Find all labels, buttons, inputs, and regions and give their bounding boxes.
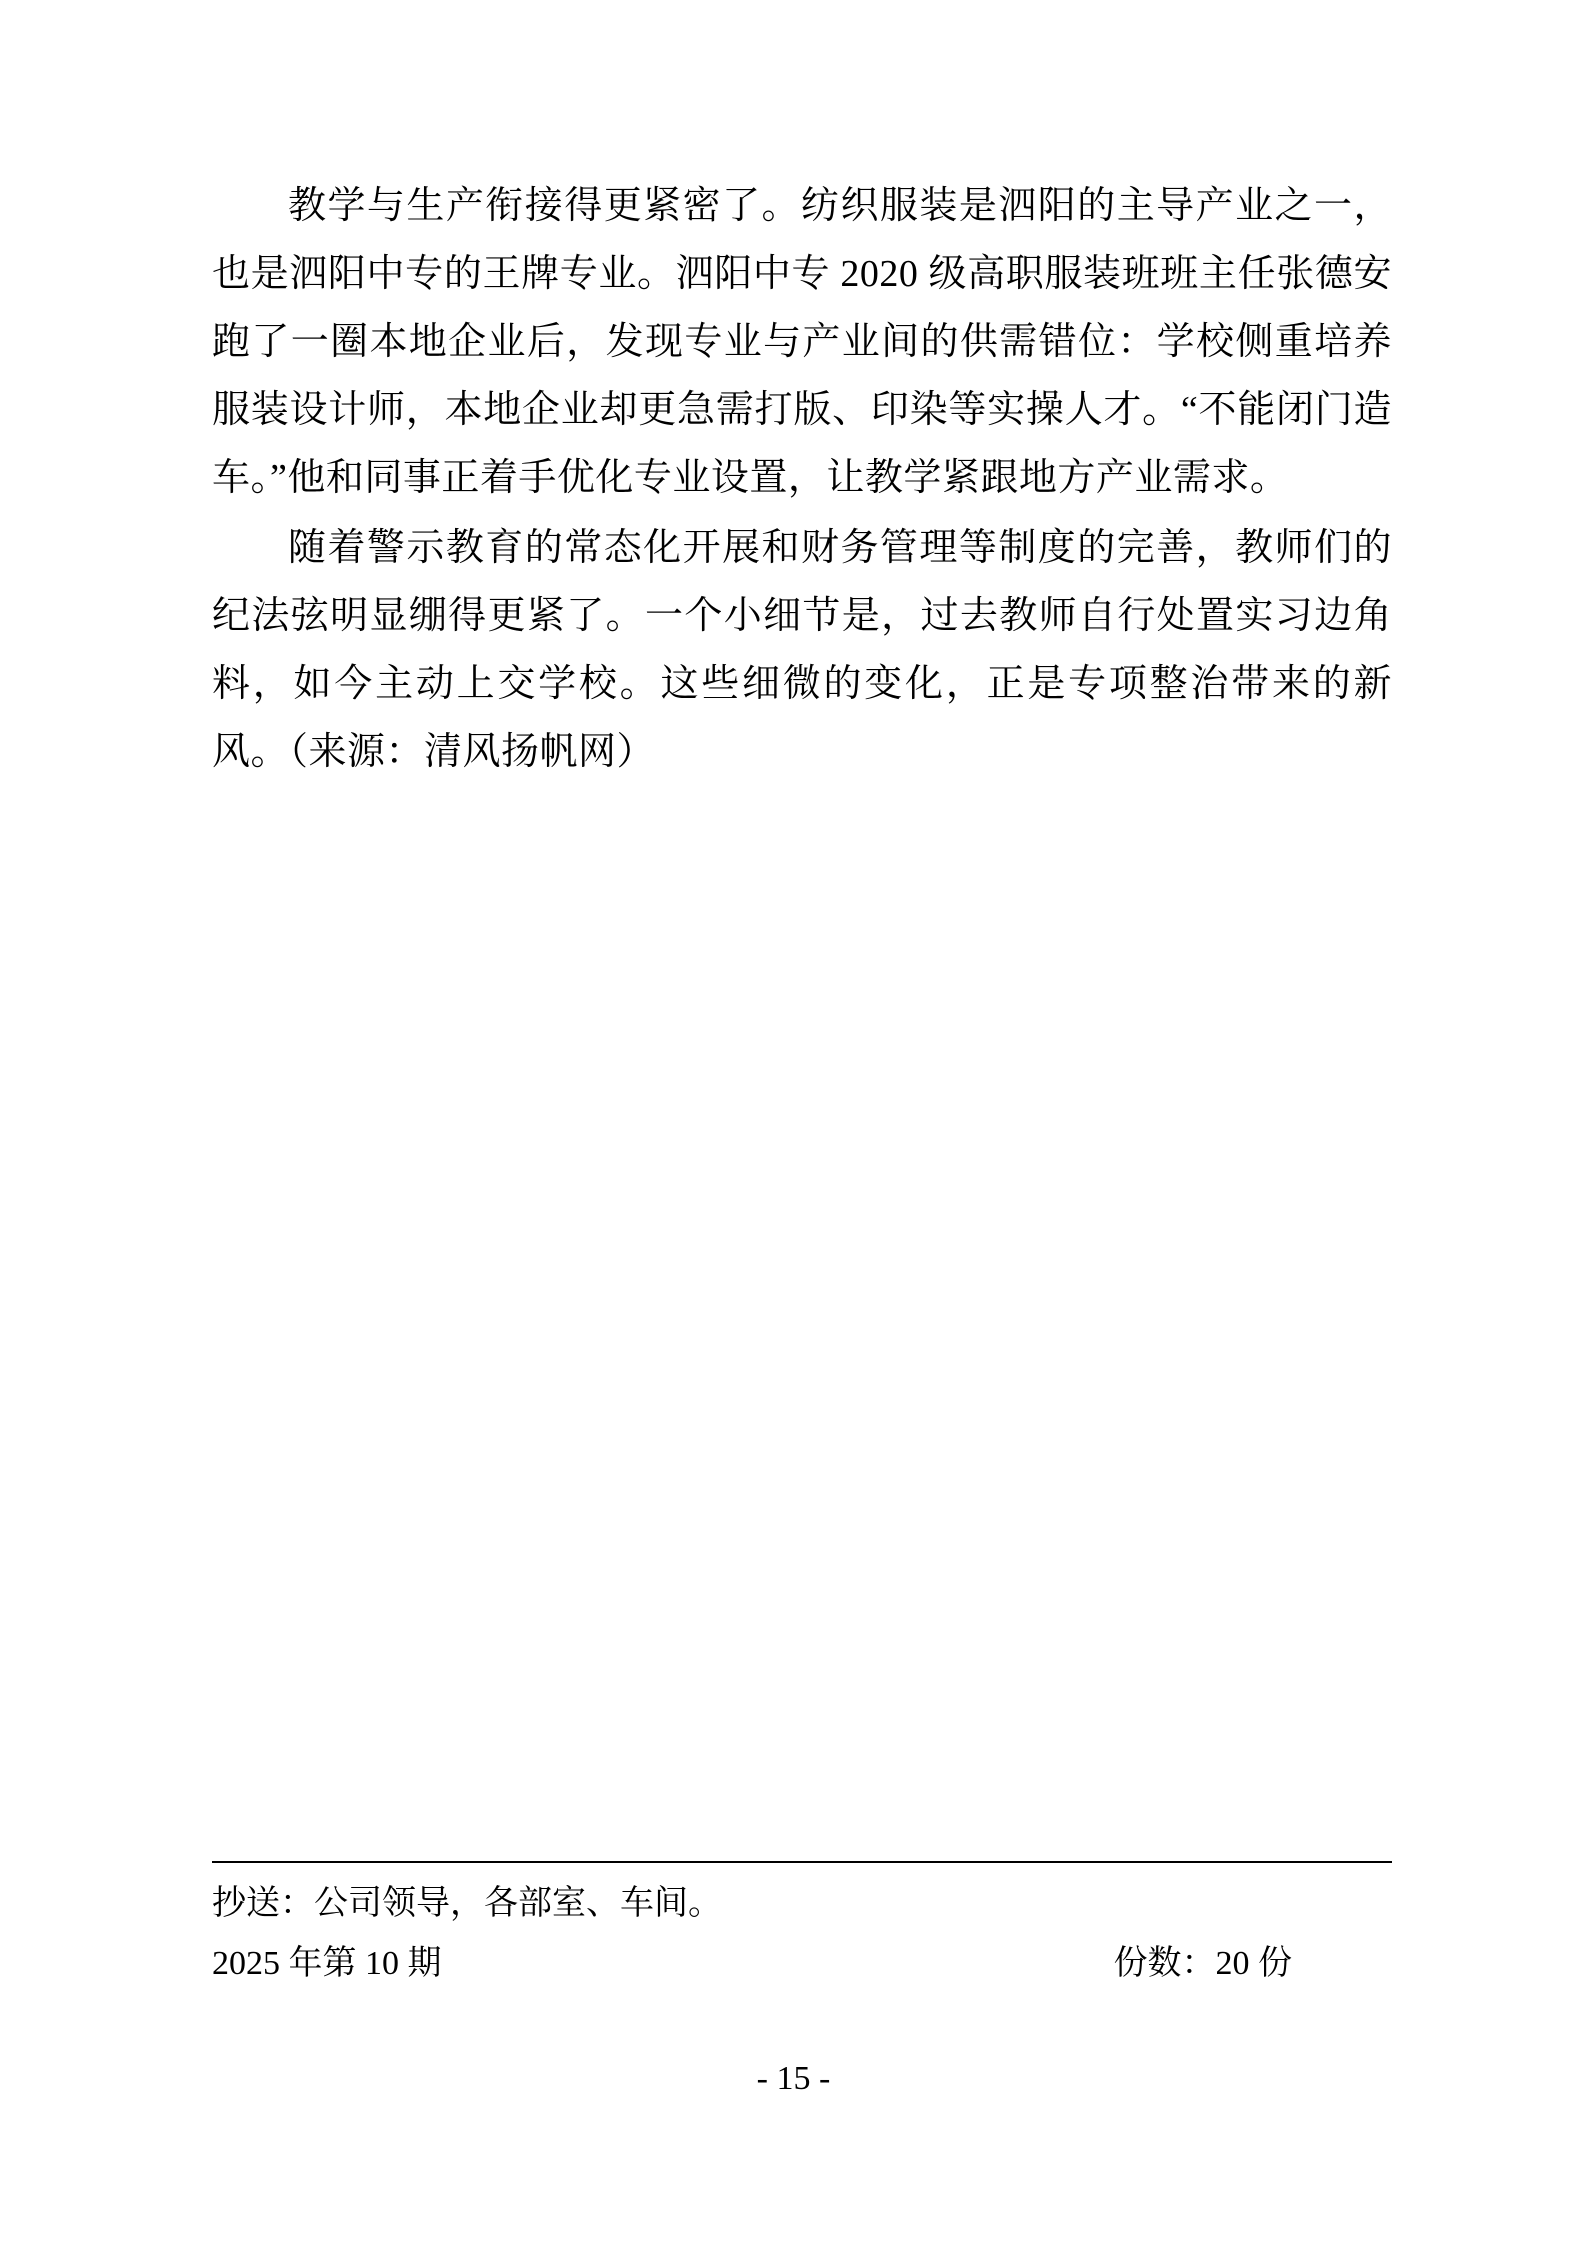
footer-distribution: 抄送：公司领导，各部室、车间。 [212,1885,722,1922]
body-paragraph: 教学与生产衔接得更紧密了。纺织服装是泗阳的主导产业之一，也是泗阳中专的王牌专业。泗阳中专 2020 级高职服装班班主任张德安跑了一圈本地企业后，发现专业与产业间的供需错位：学校侧重培养服装设计师，本地企业却更急需打版、印染等实操人才。“不能闭门造车。”他和同事正着手优化专业设置，让教学紧跟地方产业需求。 [212,185,1392,499]
footer-copies: 份数：20 份 [1113,1945,1292,1982]
page-number: - 15 - [756,2060,831,2097]
footer-issue-row [212,1938,1392,1990]
footer-issue: 2025 年第 10 期 [212,1945,442,1982]
footer-divider [212,1861,1392,1863]
document-body [212,172,1392,786]
body-paragraph: 随着警示教育的常态化开展和财务管理等制度的完善，教师们的纪法弦明显绷得更紧了。一个小细节是，过去教师自行处置实习边角料，如今主动上交学校。这些细微的变化，正是专项整治带来的新风。（来源：清风扬帆网） [212,527,1392,773]
